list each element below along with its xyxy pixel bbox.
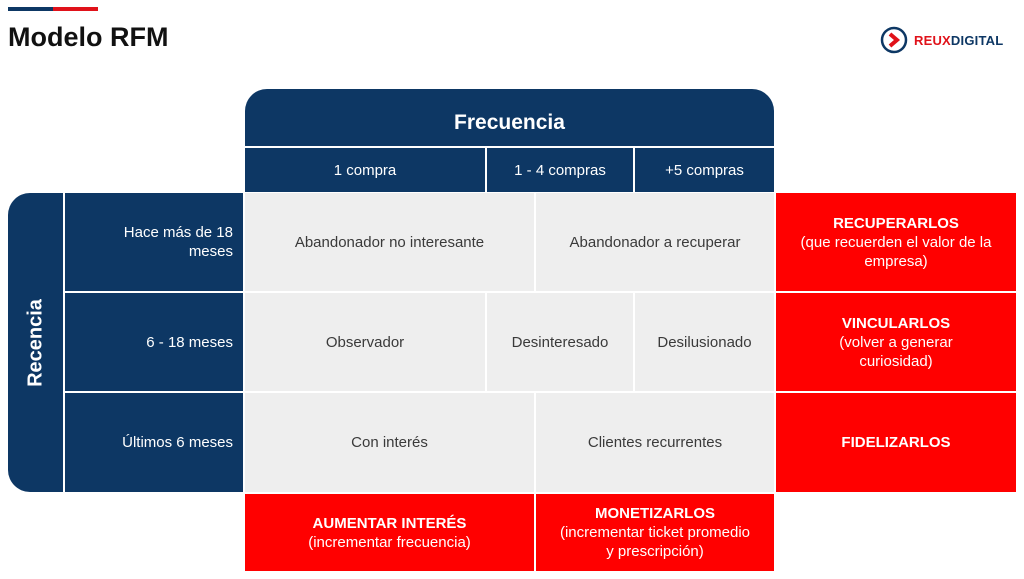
frequency-col-3: +5 compras <box>635 148 774 192</box>
segment-desinteresado: Desinteresado <box>487 293 633 391</box>
segment-clientes-recurrentes: Clientes recurrentes <box>536 393 774 492</box>
recency-title-box <box>8 193 63 492</box>
frequency-col-1: 1 compra <box>245 148 485 192</box>
segment-observador: Observador <box>245 293 485 391</box>
chevron-circle-icon <box>880 26 908 54</box>
brand-logo <box>880 26 1003 54</box>
segment-abandonador-a-recuperar: Abandonador a recuperar <box>536 193 774 291</box>
frequency-col-2: 1 - 4 compras <box>487 148 633 192</box>
page-title: Modelo RFM <box>8 22 169 52</box>
accent-bar <box>8 7 98 11</box>
brand-reux: REUX <box>914 32 951 48</box>
recency-row-1: Hace más de 18 meses <box>65 193 243 291</box>
segment-desilusionado: Desilusionado <box>635 293 774 391</box>
action-recuperarlos: RECUPERARLOS (que recuerden el valor de la empresa) <box>776 193 1016 291</box>
recency-row-3: Últimos 6 meses <box>65 393 243 492</box>
segment-abandonador-no-interesante: Abandonador no interesante <box>245 193 534 291</box>
recency-title: Recencia <box>24 298 46 387</box>
action-aumentar-interes: AUMENTAR INTERÉS (incrementar frecuencia) <box>245 494 534 571</box>
action-vincularlos: VINCULARLOS (volver a generar curiosidad) <box>776 293 1016 391</box>
recency-row-2: 6 - 18 meses <box>65 293 243 391</box>
action-monetizarlos: MONETIZARLOS (incrementar ticket promedio y prescripción) <box>536 494 774 571</box>
brand-digital: DIGITAL <box>950 32 1004 48</box>
frequency-title: Frecuencia <box>245 89 774 146</box>
action-fidelizarlos: FIDELIZARLOS <box>776 393 1016 492</box>
segment-con-interes: Con interés <box>245 393 534 492</box>
